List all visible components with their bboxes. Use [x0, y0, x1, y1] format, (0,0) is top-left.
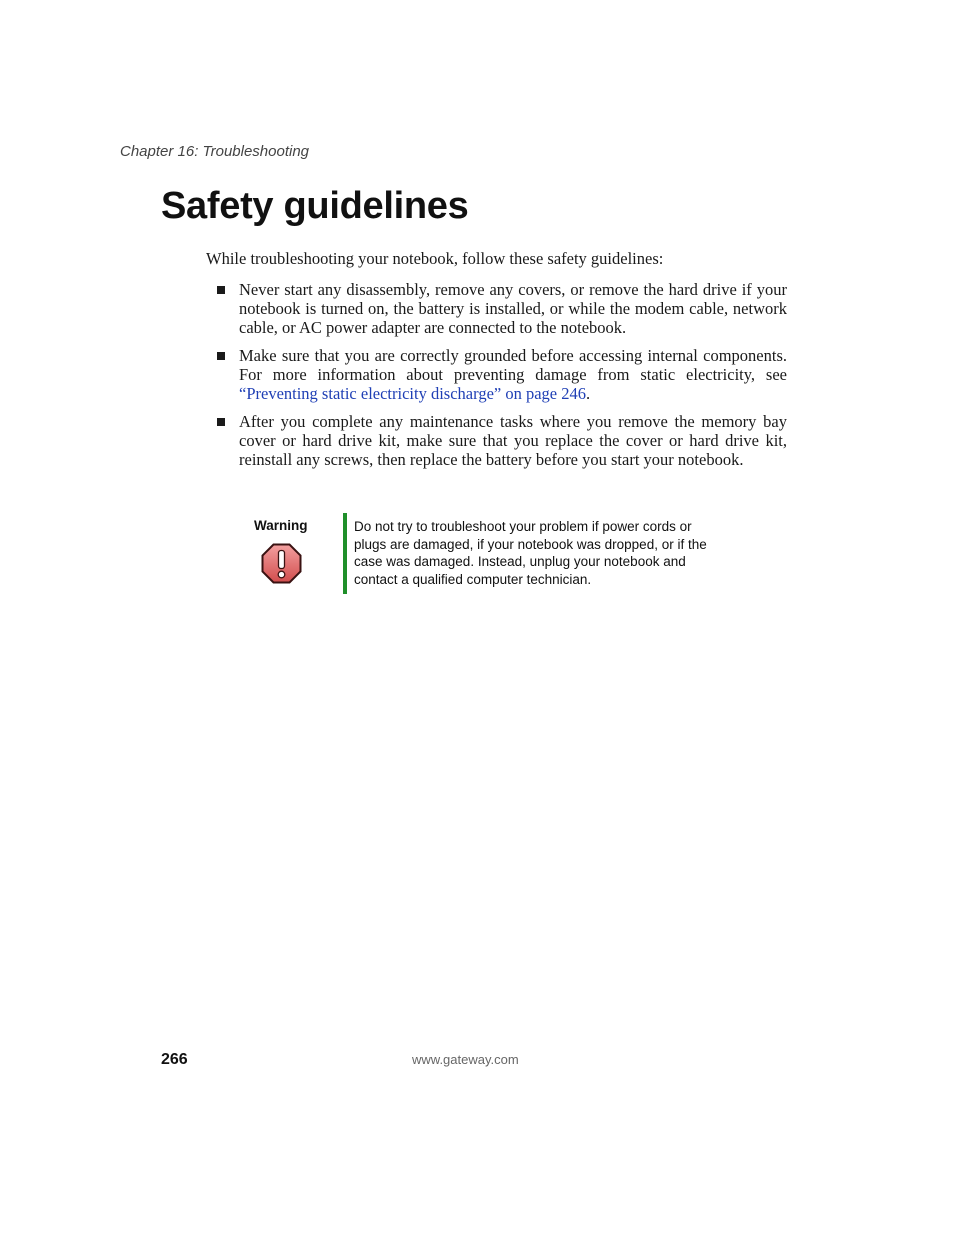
- warning-label: Warning: [254, 518, 308, 533]
- stop-warning-icon: [261, 543, 302, 584]
- bullet-text: After you complete any maintenance tasks where you remove the memory bay cover or hard drive kit, make sure that you replace the cover or hard drive kit, reinstall any screws, then replace the battery before you start your notebook.: [239, 412, 787, 469]
- static-electricity-link[interactable]: “Preventing static electricity discharge” on page 246: [239, 384, 586, 403]
- square-bullet-icon: [217, 418, 225, 426]
- safety-bullet-list: [217, 280, 787, 478]
- bullet-item-maintenance: [217, 412, 787, 469]
- intro-paragraph: While troubleshooting your notebook, follow these safety guidelines:: [206, 249, 664, 268]
- square-bullet-icon: [217, 352, 225, 360]
- running-head: Chapter 16: Troubleshooting: [120, 143, 310, 160]
- bullet-text-end: .: [585, 384, 591, 403]
- bullet-item-grounding: [217, 346, 787, 403]
- bullet-item-disassembly: [217, 280, 787, 337]
- warning-rule: [343, 513, 347, 594]
- exclamation-bar: [279, 551, 285, 569]
- exclamation-dot: [278, 571, 285, 578]
- warning-text: Do not try to troubleshoot your problem if power cords or plugs are damaged, if your notebook was dropped, or if the case was damaged. Instead, unplug your notebook and contact a qualified computer technician.: [354, 519, 707, 587]
- page-number: 266: [161, 1051, 188, 1068]
- footer-url: www.gateway.com: [412, 1052, 519, 1067]
- square-bullet-icon: [217, 286, 225, 294]
- bullet-text: Never start any disassembly, remove any covers, or remove the hard drive if your notebook is turned on, the battery is installed, or while the modem cable, network cable, or AC power adapter are connected to the notebook.: [239, 280, 787, 337]
- bullet-text: Make sure that you are correctly grounded before accessing internal components. For more information about preventing damage from static electricity, see: [239, 346, 787, 384]
- page-title: Safety guidelines: [161, 185, 469, 227]
